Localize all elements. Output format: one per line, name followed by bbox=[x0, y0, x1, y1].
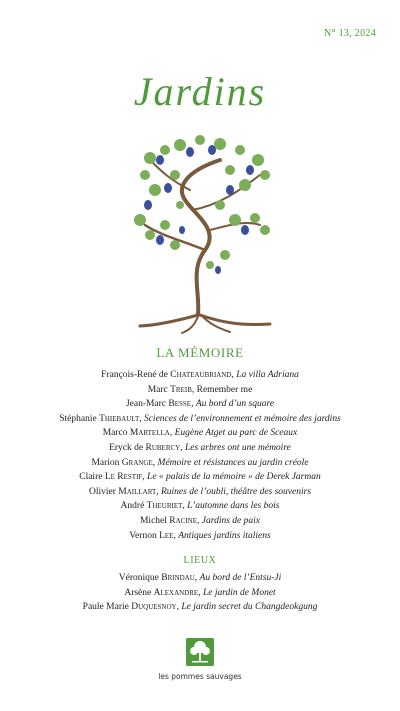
author-surname: Rubercy bbox=[145, 442, 181, 453]
contents-entry: François-René de Chateaubriand, La villa Adriana bbox=[101, 370, 299, 380]
article-title: Eugène Atget au parc de Sceaux bbox=[174, 428, 298, 439]
article-title: L’automne dans les bois bbox=[187, 501, 280, 512]
author-surname: Grange bbox=[121, 457, 153, 468]
contents-entry: Véronique Brindau, Au bord de l’Entsu-Ji bbox=[118, 573, 282, 583]
author-surname: Le Restif bbox=[104, 472, 143, 483]
contents-entry: Vernon Lee, Antiques jardins italiens bbox=[129, 530, 271, 541]
author-surname: Besse bbox=[168, 399, 192, 410]
article-title: Le « palais de la mémoire » de Derek Jarman bbox=[147, 472, 321, 483]
article-title: Antiques jardins italiens bbox=[178, 530, 271, 541]
article-title: Le jardin secret du Changdeokgung bbox=[181, 602, 318, 613]
journal-title: Jardins bbox=[133, 69, 267, 114]
contents-entry: Michel Racine, Jardins de paix bbox=[139, 515, 260, 526]
author-surname: Martella bbox=[129, 428, 170, 439]
article-title: La villa Adriana bbox=[236, 370, 299, 380]
author-surname: Theuriet bbox=[146, 501, 183, 512]
publisher-logo-tree-icon bbox=[186, 638, 214, 666]
contents-entry: Paule Marie Duquesnoy, Le jardin secret du Changdeokgung bbox=[82, 602, 318, 613]
author-surname: Thiebault bbox=[99, 413, 140, 424]
author-surname: Treib bbox=[170, 384, 192, 395]
contents-entry: Eryck de Rubercy, Les arbres ont une mémoire bbox=[109, 442, 291, 453]
contents-entry: André Theuriet, L’automne dans les bois bbox=[120, 501, 280, 512]
section-title-lieux: LIEUX bbox=[183, 555, 217, 566]
contents-entry: Claire Le Restif, Le « palais de la mémoire » de Derek Jarman bbox=[79, 472, 321, 483]
article-title: Sciences de l’environnement et mémoire des jardins bbox=[143, 413, 341, 424]
article-title: Mémoire et résistances au jardin créole bbox=[157, 457, 309, 468]
author-surname: Chateaubriand bbox=[170, 370, 232, 380]
contents-entry: Arsène Alexandre, Le jardin de Monet bbox=[124, 587, 276, 598]
contents-entry: Marco Martella, Eugène Atget au parc de Sceaux bbox=[102, 428, 298, 439]
article-title: Jardins de paix bbox=[201, 515, 260, 526]
article-title: Au bord d’un square bbox=[195, 399, 275, 410]
issue-number: N° 13, 2024 bbox=[323, 28, 376, 39]
article-title: Remember me bbox=[196, 384, 253, 395]
author-surname: Duquesnoy bbox=[131, 602, 177, 613]
contents-entry: Stéphanie Thiebault, Sciences de l’environnement et mémoire des jardins bbox=[59, 413, 341, 424]
article-title: Les arbres ont une mémoire bbox=[184, 442, 291, 453]
contents-entry: Marc Treib, Remember me bbox=[147, 384, 253, 395]
article-title: Ruines de l’oubli, théâtre des souvenirs bbox=[160, 486, 312, 497]
author-surname: Maillart bbox=[118, 486, 157, 497]
publisher-name: les pommes sauvages bbox=[158, 672, 242, 681]
memoire-contents bbox=[0, 368, 400, 543]
section-title-memoire: LA MÉMOIRE bbox=[156, 345, 244, 360]
author-surname: Lee bbox=[159, 530, 174, 541]
contents-entry: Jean-Marc Besse, Au bord d’un square bbox=[125, 399, 275, 410]
author-surname: Racine bbox=[169, 515, 198, 526]
lieux-contents bbox=[0, 571, 400, 615]
article-title: Le jardin de Monet bbox=[202, 587, 276, 598]
author-surname: Brindau bbox=[161, 573, 195, 583]
contents-entry: Olivier Maillart, Ruines de l’oubli, théâtre des souvenirs bbox=[88, 486, 312, 497]
author-surname: Alexandre bbox=[153, 587, 199, 598]
article-title: Au bord de l’Entsu-Ji bbox=[199, 573, 282, 583]
tree-illustration bbox=[120, 130, 280, 335]
contents-entry: Marion Grange, Mémoire et résistances au jardin créole bbox=[91, 457, 309, 468]
